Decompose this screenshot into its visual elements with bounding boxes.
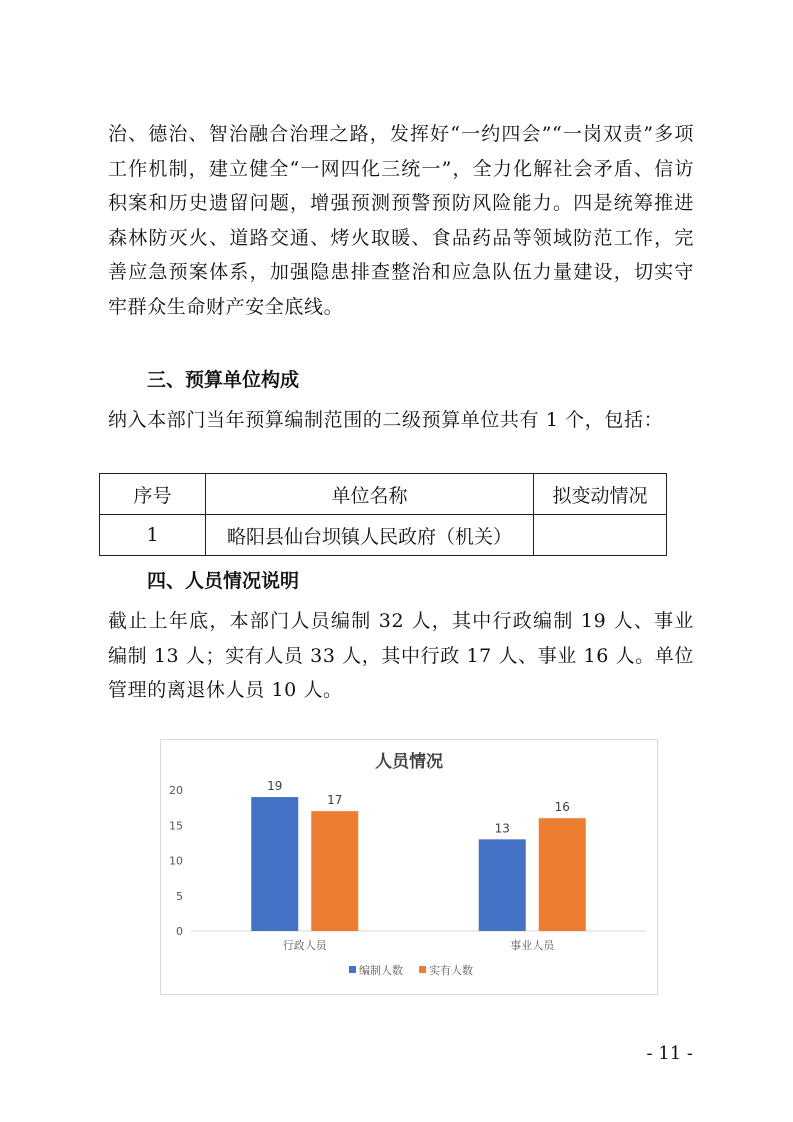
table-row — [100, 515, 667, 556]
section-heading-budget-units: 三、预算单位构成 — [147, 369, 300, 391]
bar — [479, 839, 526, 931]
bar — [311, 811, 358, 931]
section-heading-staff: 四、人员情况说明 — [147, 570, 300, 592]
x-tick-label: 事业人员 — [510, 939, 555, 952]
y-tick-label: 5 — [176, 889, 183, 903]
staff-chart — [160, 739, 658, 995]
paragraph-staff: 截止上年底，本部门人员编制 32 人，其中行政编制 19 人、事业编制 13 人；实有人员 33 人，其中行政 17 人、事业 16 人。单位管理的离退休人员 10 人。 — [108, 610, 694, 701]
legend-label: 编制人数 — [359, 964, 403, 977]
y-tick-label: 0 — [176, 925, 183, 938]
y-tick-label: 20 — [169, 784, 183, 797]
legend-swatch — [419, 966, 426, 973]
table-header-row — [100, 474, 667, 515]
chart-title: 人员情况 — [375, 752, 443, 772]
x-tick-label: 行政人员 — [282, 939, 327, 952]
col-header-index: 序号 — [100, 474, 206, 515]
col-header-unit-name: 单位名称 — [206, 474, 534, 515]
bar-value-label: 13 — [494, 821, 510, 836]
paragraph-governance: 治、德治、智治融合治理之路，发挥好“一约四会”“一岗双责”多项工作机制，建立健全“一网四化三统一”，全力化解社会矛盾、信访积案和历史遗留问题，增强预测预警预防风险能力。四是统筹推进森林防灭火、道路交通、烤火取暖、食品药品等领域防范工作，完善应急预案体系，加强隐患排查整治和应急队伍力量建设，切实守牢群众生命财产安全底线。 — [108, 123, 694, 318]
cell-index: 1 — [100, 515, 206, 556]
bar-value-label: 17 — [327, 793, 343, 808]
page-number: - 11 - — [646, 1043, 693, 1064]
bar — [251, 797, 298, 931]
cell-change — [534, 515, 667, 556]
staff-bar-chart-svg — [161, 740, 657, 994]
y-tick-label: 10 — [169, 854, 183, 868]
unit-table — [99, 473, 667, 556]
bar-value-label: 19 — [267, 779, 283, 794]
paragraph-budget-units: 纳入本部门当年预算编制范围的二级预算单位共有 1 个，包括： — [108, 409, 664, 431]
legend-swatch — [349, 966, 356, 973]
legend-label: 实有人数 — [429, 964, 473, 977]
bar — [539, 818, 586, 931]
y-tick-label: 15 — [169, 819, 183, 833]
col-header-change: 拟变动情况 — [534, 474, 667, 515]
cell-unit-name: 略阳县仙台坝镇人民政府（机关） — [206, 515, 534, 556]
bar-value-label: 16 — [554, 800, 570, 815]
